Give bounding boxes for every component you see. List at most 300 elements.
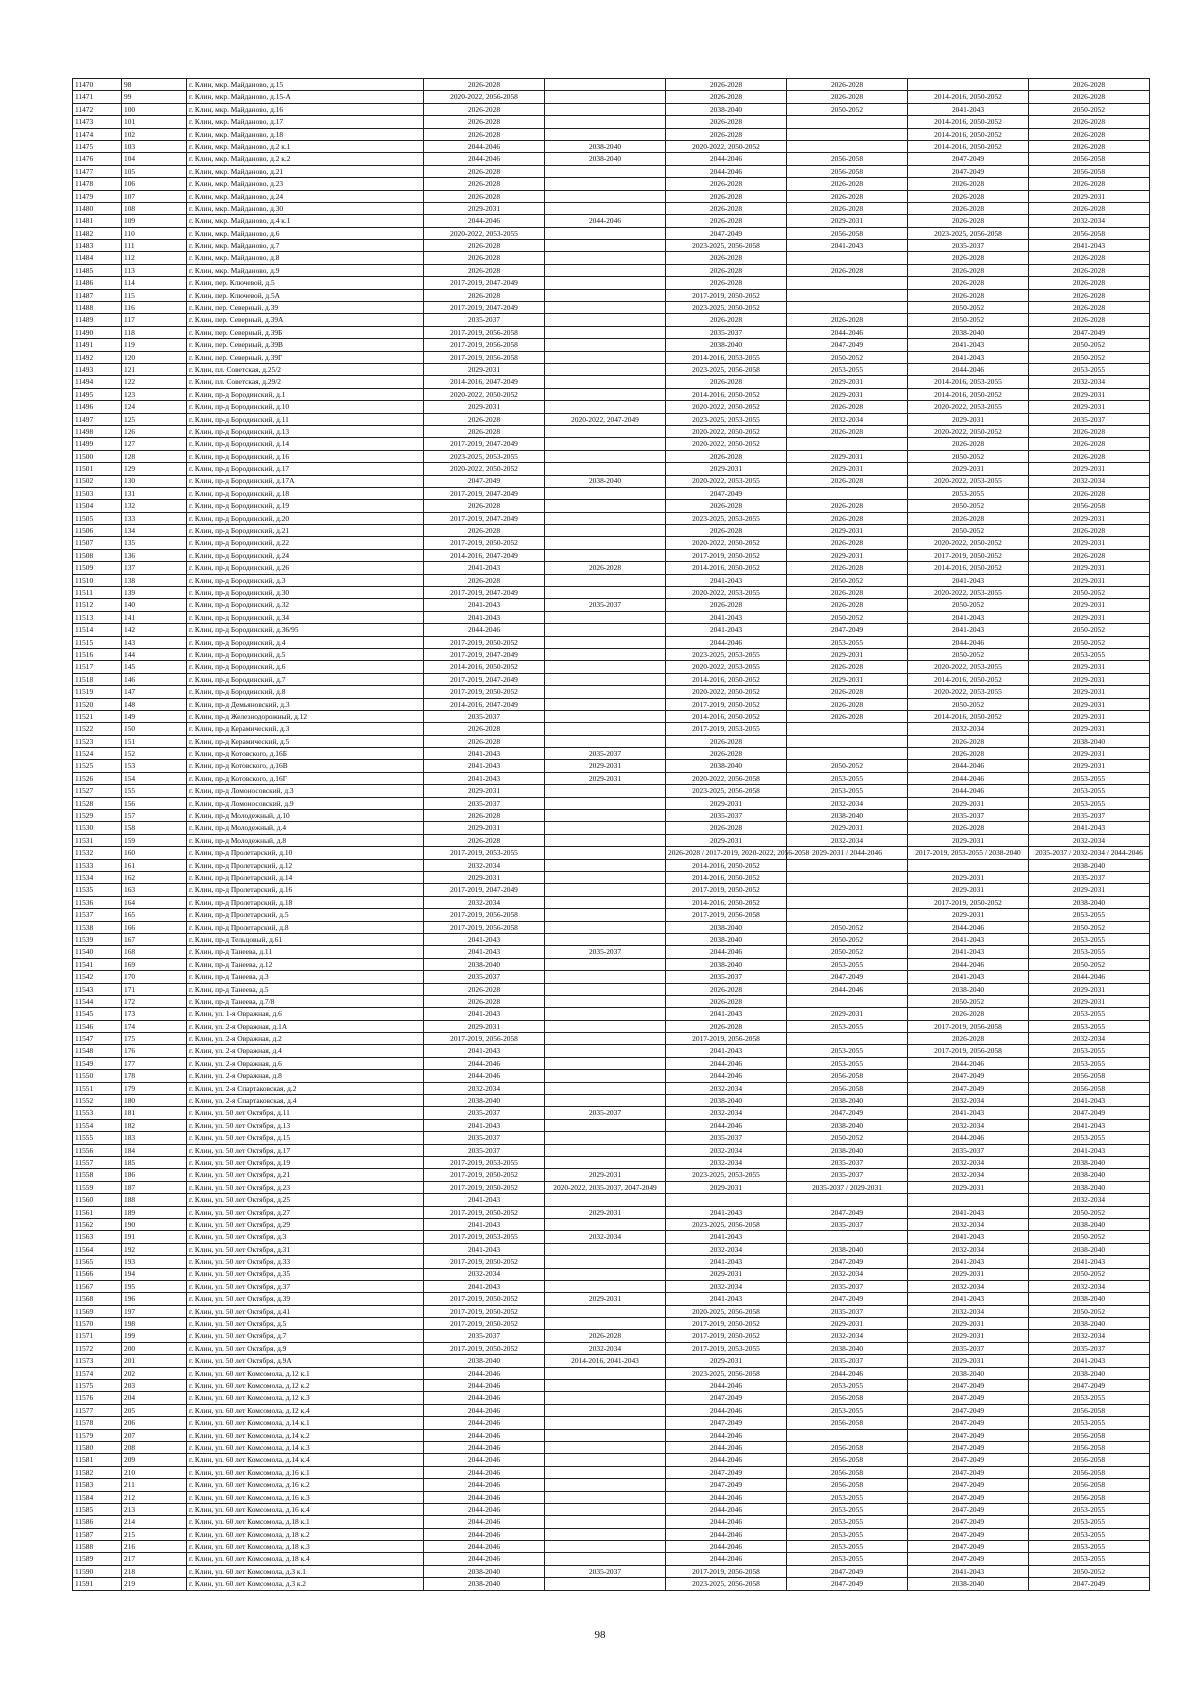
term-col-1-cell: 2026-2028	[424, 810, 545, 822]
term-col-6-cell: 2026-2028	[1029, 252, 1150, 264]
term-col-3-cell: 2032-2034	[666, 1243, 787, 1255]
term-col-5-cell: 2014-2016, 2050-2052	[908, 116, 1029, 128]
term-col-2-cell	[545, 525, 666, 537]
term-col-2-cell	[545, 1528, 666, 1540]
term-col-4-cell: 2056-2058	[787, 165, 908, 177]
table-row	[73, 748, 1150, 760]
table-row	[73, 587, 1150, 599]
term-col-6-cell: 2029-2031	[1029, 698, 1150, 710]
term-col-4-cell: 2047-2049	[787, 1256, 908, 1268]
address-cell: г. Клин, пр-д Бородинский, д.22	[187, 537, 424, 549]
table-row	[73, 302, 1150, 314]
ordinal-number-cell: 133	[122, 512, 187, 524]
term-col-2-cell	[545, 1441, 666, 1453]
term-col-1-cell: 2020-2022, 2050-2052	[424, 388, 545, 400]
term-col-1-cell: 2044-2046	[424, 215, 545, 227]
term-col-3-cell: 2044-2046	[666, 1516, 787, 1528]
term-col-3-cell: 2017-2019, 2056-2058	[666, 1565, 787, 1577]
term-col-6-cell: 2038-2040	[1029, 735, 1150, 747]
term-col-2-cell	[545, 487, 666, 499]
term-col-3-cell: 2026-2028	[666, 983, 787, 995]
term-col-4-cell: 2026-2028	[787, 91, 908, 103]
term-col-6-cell: 2053-2055	[1029, 785, 1150, 797]
record-number-cell: 11555	[73, 1132, 122, 1144]
record-number-cell: 11587	[73, 1528, 122, 1540]
term-col-1-cell: 2041-2043	[424, 1194, 545, 1206]
term-col-4-cell: 2029-2031	[787, 376, 908, 388]
term-col-2-cell	[545, 1243, 666, 1255]
term-col-6-cell: 2026-2028	[1029, 425, 1150, 437]
table-row	[73, 425, 1150, 437]
record-number-cell: 11580	[73, 1441, 122, 1453]
ordinal-number-cell: 99	[122, 91, 187, 103]
ordinal-number-cell: 209	[122, 1454, 187, 1466]
term-col-6-cell: 2050-2052	[1029, 103, 1150, 115]
table-row	[73, 128, 1150, 140]
address-cell: г. Клин, ул. 60 лет Комсомола, д.16 к.3	[187, 1491, 424, 1503]
term-col-1-cell: 2017-2019, 2053-2055	[424, 1231, 545, 1243]
term-col-5-cell: 2026-2028	[908, 264, 1029, 276]
ordinal-number-cell: 208	[122, 1441, 187, 1453]
term-col-6-cell: 2029-2031	[1029, 995, 1150, 1007]
record-number-cell: 11510	[73, 574, 122, 586]
term-col-3-cell: 2029-2031	[666, 1181, 787, 1193]
address-cell: г. Клин, пр-д Танеева, д.11	[187, 946, 424, 958]
term-col-4-cell: 2053-2055	[787, 1553, 908, 1565]
term-col-4-cell	[787, 277, 908, 289]
term-col-1-cell: 2017-2019, 2056-2058	[424, 921, 545, 933]
record-number-cell: 11494	[73, 376, 122, 388]
address-cell: г. Клин, мкр. Майданово, д.7	[187, 240, 424, 252]
term-col-2-cell	[545, 661, 666, 673]
term-col-4-cell: 2026-2028	[787, 190, 908, 202]
table-row	[73, 363, 1150, 375]
term-col-5-cell: 2026-2028	[908, 277, 1029, 289]
record-number-cell: 11562	[73, 1218, 122, 1230]
term-col-6-cell: 2029-2031	[1029, 723, 1150, 735]
term-col-3-cell: 2014-2016, 2050-2052	[666, 388, 787, 400]
table-row	[73, 1578, 1150, 1590]
record-number-cell: 11544	[73, 995, 122, 1007]
table-row	[73, 735, 1150, 747]
record-number-cell: 11581	[73, 1454, 122, 1466]
term-col-3-cell: 2029-2031	[666, 797, 787, 809]
term-col-1-cell: 2044-2046	[424, 1392, 545, 1404]
term-col-1-cell: 2017-2019, 2056-2058	[424, 339, 545, 351]
ordinal-number-cell: 136	[122, 549, 187, 561]
term-col-1-cell: 2041-2043	[424, 1045, 545, 1057]
table-row	[73, 1256, 1150, 1268]
record-number-cell: 11526	[73, 772, 122, 784]
term-col-6-cell: 2047-2049	[1029, 326, 1150, 338]
table-row	[73, 1033, 1150, 1045]
ordinal-number-cell: 125	[122, 413, 187, 425]
ordinal-number-cell: 195	[122, 1280, 187, 1292]
term-col-6-cell: 2056-2058	[1029, 1070, 1150, 1082]
term-col-3-cell: 2020-2022, 2053-2055	[666, 661, 787, 673]
term-col-2-cell	[545, 921, 666, 933]
term-col-4-cell: 2029-2031	[787, 1318, 908, 1330]
record-number-cell: 11519	[73, 686, 122, 698]
address-cell: г. Клин, пр-д Пролетарский, д.10	[187, 847, 424, 859]
term-col-5-cell: 2017-2019, 2053-2055 / 2038-2040	[908, 847, 1029, 859]
term-col-1-cell: 2017-2019, 2047-2049	[424, 512, 545, 524]
term-col-4-cell: 2056-2058	[787, 227, 908, 239]
term-col-6-cell: 2026-2028	[1029, 140, 1150, 152]
record-number-cell: 11475	[73, 140, 122, 152]
term-col-6-cell: 2029-2031	[1029, 401, 1150, 413]
term-col-4-cell: 2053-2055	[787, 785, 908, 797]
term-col-1-cell: 2020-2022, 2056-2058	[424, 91, 545, 103]
record-number-cell: 11567	[73, 1280, 122, 1292]
ordinal-number-cell: 215	[122, 1528, 187, 1540]
table-row	[73, 1008, 1150, 1020]
table-row	[73, 1392, 1150, 1404]
table-row	[73, 636, 1150, 648]
term-col-6-cell: 2026-2028	[1029, 302, 1150, 314]
address-cell: г. Клин, ул. 60 лет Комсомола, д.14 к.4	[187, 1454, 424, 1466]
term-col-3-cell: 2044-2046	[666, 1119, 787, 1131]
record-number-cell: 11525	[73, 760, 122, 772]
term-col-2-cell	[545, 178, 666, 190]
record-number-cell: 11579	[73, 1429, 122, 1441]
term-col-4-cell: 2026-2028	[787, 79, 908, 91]
term-col-1-cell: 2026-2028	[424, 735, 545, 747]
address-cell: г. Клин, ул. 2-я Овражная, д.1А	[187, 1020, 424, 1032]
ordinal-number-cell: 218	[122, 1565, 187, 1577]
term-col-6-cell: 2035-2037	[1029, 872, 1150, 884]
term-col-2-cell	[545, 1033, 666, 1045]
term-col-5-cell	[908, 1194, 1029, 1206]
record-number-cell: 11533	[73, 859, 122, 871]
term-col-6-cell: 2026-2028	[1029, 289, 1150, 301]
term-col-5-cell: 2041-2043	[908, 1256, 1029, 1268]
term-col-6-cell: 2029-2031	[1029, 673, 1150, 685]
term-col-4-cell: 2044-2046	[787, 1367, 908, 1379]
record-number-cell: 11476	[73, 153, 122, 165]
term-col-2-cell	[545, 1503, 666, 1515]
term-col-5-cell: 2050-2052	[908, 314, 1029, 326]
term-col-3-cell: 2014-2016, 2050-2052	[666, 872, 787, 884]
term-col-3-cell: 2044-2046	[666, 1441, 787, 1453]
term-col-6-cell: 2026-2028	[1029, 79, 1150, 91]
term-col-4-cell: 2029-2031	[787, 450, 908, 462]
table-row	[73, 896, 1150, 908]
term-col-1-cell: 2017-2019, 2056-2058	[424, 351, 545, 363]
address-cell: г. Клин, мкр. Майданово, д.15-А	[187, 91, 424, 103]
term-col-5-cell: 2047-2049	[908, 1479, 1029, 1491]
term-col-4-cell: 2047-2049	[787, 1293, 908, 1305]
term-col-2-cell	[545, 872, 666, 884]
ordinal-number-cell: 204	[122, 1392, 187, 1404]
term-col-3-cell: 2026-2028	[666, 252, 787, 264]
term-col-2-cell	[545, 376, 666, 388]
term-col-5-cell: 2032-2034	[908, 1119, 1029, 1131]
term-col-2-cell	[545, 624, 666, 636]
term-col-5-cell: 2047-2049	[908, 165, 1029, 177]
address-cell: г. Клин, мкр. Майданово, д.16	[187, 103, 424, 115]
table-row	[73, 834, 1150, 846]
term-col-6-cell: 2038-2040	[1029, 1156, 1150, 1168]
ordinal-number-cell: 131	[122, 487, 187, 499]
term-col-6-cell: 2032-2034	[1029, 215, 1150, 227]
term-col-6-cell: 2029-2031	[1029, 463, 1150, 475]
term-col-4-cell	[787, 1194, 908, 1206]
term-col-1-cell: 2032-2034	[424, 859, 545, 871]
record-number-cell: 11553	[73, 1107, 122, 1119]
term-col-6-cell: 2032-2034	[1029, 834, 1150, 846]
term-col-3-cell: 2047-2049	[666, 487, 787, 499]
term-col-2-cell	[545, 1119, 666, 1131]
term-col-5-cell: 2050-2052	[908, 599, 1029, 611]
table-row	[73, 314, 1150, 326]
term-col-1-cell: 2017-2019, 2047-2049	[424, 884, 545, 896]
term-col-3-cell: 2017-2019, 2050-2052	[666, 1330, 787, 1342]
term-col-5-cell: 2038-2040	[908, 1367, 1029, 1379]
term-col-2-cell	[545, 797, 666, 809]
term-col-6-cell: 2026-2028	[1029, 450, 1150, 462]
address-cell: г. Клин, пр-д Тельцовый, д.61	[187, 933, 424, 945]
term-col-5-cell: 2044-2046	[908, 772, 1029, 784]
term-col-1-cell: 2026-2028	[424, 79, 545, 91]
term-col-5-cell: 2050-2052	[908, 450, 1029, 462]
term-col-2-cell	[545, 1318, 666, 1330]
term-col-4-cell: 2032-2034	[787, 413, 908, 425]
term-col-3-cell: 2014-2016, 2050-2052	[666, 896, 787, 908]
term-col-6-cell: 2056-2058	[1029, 1082, 1150, 1094]
ordinal-number-cell: 127	[122, 438, 187, 450]
table-row	[73, 1169, 1150, 1181]
address-cell: г. Клин, пр-д Танеева, д.7/8	[187, 995, 424, 1007]
term-col-3-cell: 2026-2028	[666, 822, 787, 834]
term-col-6-cell: 2038-2040	[1029, 896, 1150, 908]
table-row	[73, 983, 1150, 995]
term-col-5-cell: 2035-2037	[908, 240, 1029, 252]
term-col-5-cell: 2017-2019, 2056-2058	[908, 1045, 1029, 1057]
term-col-6-cell: 2053-2055	[1029, 1057, 1150, 1069]
term-col-5-cell: 2047-2049	[908, 1082, 1029, 1094]
term-col-3-cell: 2035-2037	[666, 1132, 787, 1144]
ordinal-number-cell: 145	[122, 661, 187, 673]
ordinal-number-cell: 153	[122, 760, 187, 772]
term-col-3-cell: 2035-2037	[666, 971, 787, 983]
term-col-1-cell: 2026-2028	[424, 983, 545, 995]
record-number-cell: 11541	[73, 958, 122, 970]
term-col-6-cell: 2032-2034	[1029, 1280, 1150, 1292]
term-col-1-cell: 2044-2046	[424, 1367, 545, 1379]
term-col-4-cell	[787, 735, 908, 747]
term-col-1-cell: 2041-2043	[424, 1008, 545, 1020]
term-col-4-cell: 2035-2037	[787, 1280, 908, 1292]
term-col-2-cell	[545, 686, 666, 698]
term-col-3-cell: 2029-2031	[666, 1268, 787, 1280]
term-col-2-cell	[545, 128, 666, 140]
term-col-4-cell	[787, 1231, 908, 1243]
term-col-2-cell	[545, 401, 666, 413]
term-col-2-cell: 2020-2022, 2047-2049	[545, 413, 666, 425]
term-col-4-cell: 2056-2058	[787, 1392, 908, 1404]
term-col-4-cell	[787, 748, 908, 760]
record-number-cell: 11552	[73, 1095, 122, 1107]
term-col-1-cell: 2017-2019, 2047-2049	[424, 438, 545, 450]
address-cell: г. Клин, пр-д Бородинский, д.32	[187, 599, 424, 611]
term-col-6-cell: 2029-2031	[1029, 760, 1150, 772]
term-col-6-cell: 2050-2052	[1029, 921, 1150, 933]
record-number-cell: 11542	[73, 971, 122, 983]
term-col-4-cell: 2053-2055	[787, 1491, 908, 1503]
term-col-6-cell: 2035-2037	[1029, 413, 1150, 425]
term-col-4-cell: 2050-2052	[787, 933, 908, 945]
ordinal-number-cell: 134	[122, 525, 187, 537]
term-col-1-cell: 2017-2019, 2050-2052	[424, 537, 545, 549]
term-col-3-cell: 2026-2028	[666, 314, 787, 326]
term-col-6-cell: 2029-2031	[1029, 748, 1150, 760]
address-cell: г. Клин, мкр. Майданово, д.9	[187, 264, 424, 276]
ordinal-number-cell: 161	[122, 859, 187, 871]
term-col-1-cell: 2041-2043	[424, 946, 545, 958]
term-col-3-cell: 2023-2025, 2056-2058	[666, 1578, 787, 1590]
term-col-4-cell: 2026-2028	[787, 587, 908, 599]
address-cell: г. Клин, ул. 50 лет Октября, д.3	[187, 1231, 424, 1243]
ordinal-number-cell: 143	[122, 636, 187, 648]
address-cell: г. Клин, пр-д Бородинский, д.1	[187, 388, 424, 400]
term-col-1-cell: 2044-2046	[424, 1491, 545, 1503]
table-row	[73, 190, 1150, 202]
term-col-6-cell: 2050-2052	[1029, 1231, 1150, 1243]
record-number-cell: 11498	[73, 425, 122, 437]
record-number-cell: 11491	[73, 339, 122, 351]
term-col-3-cell: 2023-2025, 2053-2055	[666, 512, 787, 524]
term-col-3-cell: 2047-2049	[666, 1466, 787, 1478]
term-col-1-cell: 2047-2049	[424, 475, 545, 487]
term-col-6-cell: 2050-2052	[1029, 351, 1150, 363]
term-col-3-cell: 2020-2022, 2053-2055	[666, 587, 787, 599]
address-cell: г. Клин, пер. Северный, д.39В	[187, 339, 424, 351]
term-col-1-cell: 2017-2019, 2053-2055	[424, 1156, 545, 1168]
record-number-cell: 11477	[73, 165, 122, 177]
address-cell: г. Клин, мкр. Майданово, д.15	[187, 79, 424, 91]
record-number-cell: 11482	[73, 227, 122, 239]
ordinal-number-cell: 162	[122, 872, 187, 884]
term-col-1-cell: 2029-2031	[424, 785, 545, 797]
term-col-6-cell: 2029-2031	[1029, 611, 1150, 623]
table-row	[73, 1181, 1150, 1193]
term-col-2-cell	[545, 1280, 666, 1292]
record-number-cell: 11566	[73, 1268, 122, 1280]
term-col-2-cell	[545, 1008, 666, 1020]
ordinal-number-cell: 155	[122, 785, 187, 797]
record-number-cell: 11497	[73, 413, 122, 425]
term-col-2-cell	[545, 1516, 666, 1528]
term-col-6-cell: 2026-2028	[1029, 202, 1150, 214]
term-col-6-cell: 2056-2058	[1029, 1466, 1150, 1478]
table-row	[73, 227, 1150, 239]
record-number-cell: 11570	[73, 1318, 122, 1330]
term-col-3-cell: 2017-2019, 2050-2052	[666, 698, 787, 710]
term-col-3-cell: 2029-2031	[666, 834, 787, 846]
term-col-5-cell: 2026-2028	[908, 822, 1029, 834]
table-row	[73, 673, 1150, 685]
term-col-3-cell: 2041-2043	[666, 1008, 787, 1020]
term-col-1-cell: 2044-2046	[424, 1454, 545, 1466]
term-col-4-cell: 2047-2049	[787, 1578, 908, 1590]
term-col-4-cell: 2041-2043	[787, 240, 908, 252]
term-col-6-cell: 2053-2055	[1029, 1008, 1150, 1020]
record-number-cell: 11470	[73, 79, 122, 91]
table-row	[73, 1095, 1150, 1107]
ordinal-number-cell: 157	[122, 810, 187, 822]
ordinal-number-cell: 205	[122, 1404, 187, 1416]
term-col-2-cell	[545, 1466, 666, 1478]
term-col-3-cell: 2041-2043	[666, 1045, 787, 1057]
term-col-4-cell: 2056-2058	[787, 1070, 908, 1082]
term-col-3-cell: 2044-2046	[666, 1491, 787, 1503]
table-row	[73, 1194, 1150, 1206]
term-col-4-cell: 2050-2052	[787, 103, 908, 115]
term-col-3-cell: 2044-2046	[666, 153, 787, 165]
term-col-1-cell: 2014-2016, 2050-2052	[424, 661, 545, 673]
term-col-4-cell: 2029-2031	[787, 1008, 908, 1020]
term-col-3-cell: 2017-2019, 2050-2052	[666, 289, 787, 301]
term-col-5-cell: 2041-2043	[908, 971, 1029, 983]
term-col-2-cell	[545, 710, 666, 722]
address-cell: г. Клин, пр-д Бородинский, д.16	[187, 450, 424, 462]
term-col-6-cell: 2029-2031	[1029, 983, 1150, 995]
term-col-4-cell	[787, 116, 908, 128]
term-col-1-cell: 2041-2043	[424, 611, 545, 623]
table-row	[73, 1132, 1150, 1144]
term-col-2-cell	[545, 1256, 666, 1268]
term-col-2-cell: 2029-2031	[545, 1169, 666, 1181]
term-col-6-cell: 2047-2049	[1029, 1578, 1150, 1590]
term-col-4-cell	[787, 859, 908, 871]
term-col-5-cell: 2047-2049	[908, 1553, 1029, 1565]
address-cell: г. Клин, пр-д Железнодорожный, д.12	[187, 710, 424, 722]
table-row	[73, 140, 1150, 152]
term-col-1-cell: 2026-2028	[424, 413, 545, 425]
record-number-cell: 11588	[73, 1541, 122, 1553]
term-col-2-cell	[545, 859, 666, 871]
record-number-cell: 11483	[73, 240, 122, 252]
term-col-1-cell: 2041-2043	[424, 562, 545, 574]
ordinal-number-cell: 219	[122, 1578, 187, 1590]
term-col-3-cell: 2044-2046	[666, 165, 787, 177]
term-col-6-cell: 2056-2058	[1029, 1491, 1150, 1503]
term-col-4-cell	[787, 289, 908, 301]
term-col-2-cell	[545, 611, 666, 623]
ordinal-number-cell: 183	[122, 1132, 187, 1144]
record-number-cell: 11490	[73, 326, 122, 338]
term-col-3-cell: 2017-2019, 2050-2052	[666, 884, 787, 896]
term-col-3-cell: 2038-2040	[666, 933, 787, 945]
term-col-1-cell: 2026-2028	[424, 525, 545, 537]
term-col-2-cell: 2020-2022, 2035-2037, 2047-2049	[545, 1181, 666, 1193]
term-col-3-cell: 2041-2043	[666, 1206, 787, 1218]
term-col-5-cell: 2047-2049	[908, 153, 1029, 165]
term-col-2-cell	[545, 450, 666, 462]
table-row	[73, 1417, 1150, 1429]
term-col-3-cell: 2044-2046	[666, 1541, 787, 1553]
term-col-1-cell: 2038-2040	[424, 958, 545, 970]
term-col-5-cell: 2029-2031	[908, 1181, 1029, 1193]
address-cell: г. Клин, пр-д Бородинский, д.6	[187, 661, 424, 673]
term-col-3-cell: 2026-2028	[666, 995, 787, 1007]
term-col-6-cell: 2056-2058	[1029, 1429, 1150, 1441]
term-col-3-cell: 2035-2037	[666, 810, 787, 822]
ordinal-number-cell: 192	[122, 1243, 187, 1255]
table-row	[73, 1206, 1150, 1218]
table-row	[73, 1355, 1150, 1367]
